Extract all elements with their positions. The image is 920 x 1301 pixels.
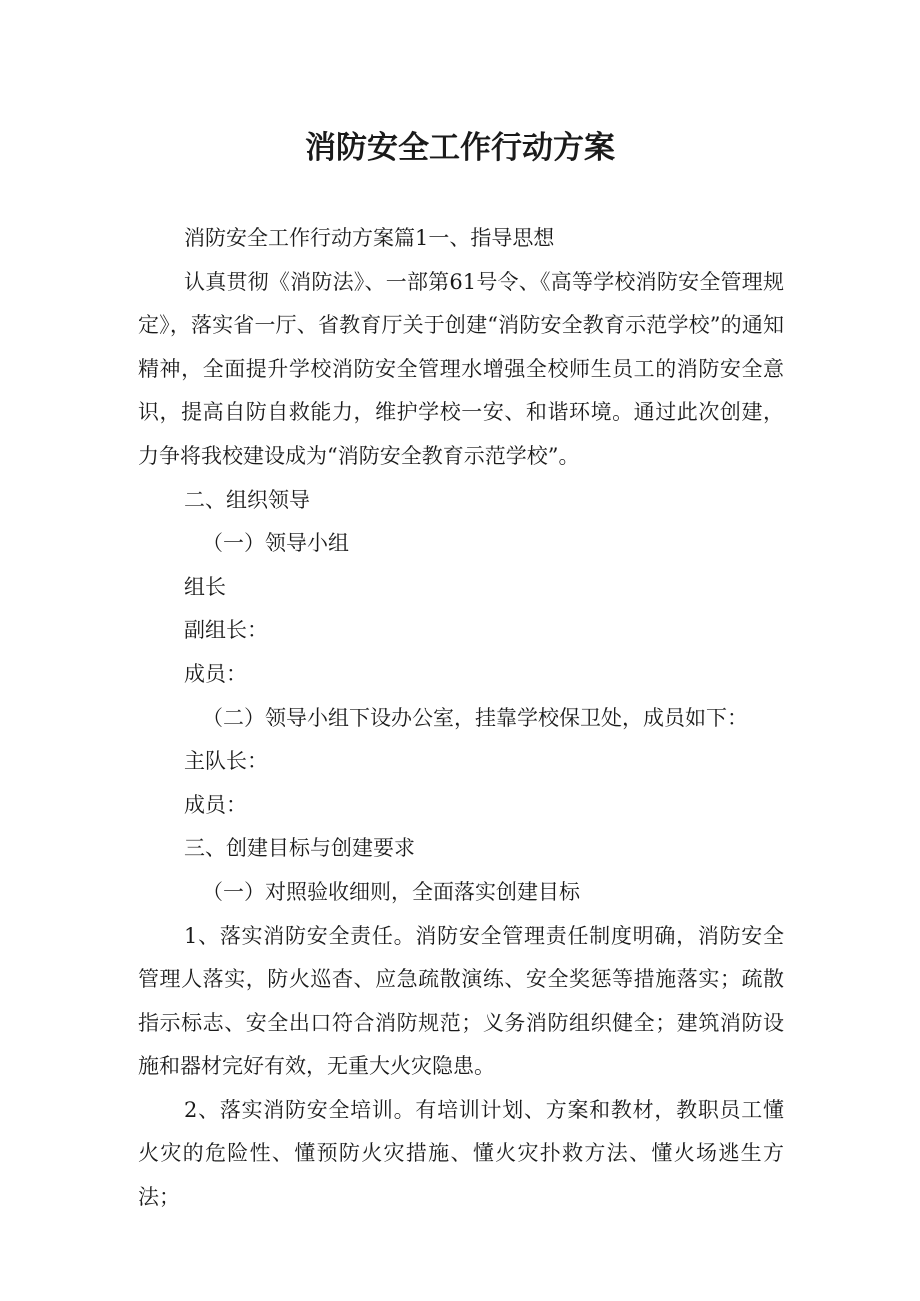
section-heading-guiding-ideology: 消防安全工作行动方案篇1一、指导思想 [184, 226, 555, 250]
paragraph-training: 2、落实消防安全培训。有培训计划、方案和教材，教职员工懂火灾的危险性、懂预防火灾措施、懂火灾扑救方法、懂火场逃生方法； [138, 1097, 784, 1210]
document-body [138, 217, 784, 1220]
field-office-members: 成员： [184, 792, 247, 817]
subheading-acceptance-rules: （一）对照验收细则，全面落实创建目标 [202, 879, 580, 904]
field-group-leader: 组长 [184, 574, 226, 599]
paragraph-responsibility: 1、落实消防安全责任。消防安全管理责任制度明确，消防安全管理人落实，防火巡杳、应急疏散演练、安全奖惩等措施落实；疏散指示标志、安全出口符合消防规范；义务消防组织健全；建筑消防设施和器材完好有效，无重大火灾隐患。 [138, 923, 784, 1079]
field-members: 成员： [184, 661, 247, 686]
subheading-office: （二）领导小组下设办公室，挂靠学校保卫处，成员如下： [202, 705, 748, 730]
document-title: 消防安全工作行动方案 [305, 130, 615, 166]
paragraph-guiding-ideology: 认真贯彻《消防法》、一部第61号令、《高等学校消防安全管理规定》，落实省一厅、省教育厅关于创建“消防安全教育示范学校”的通知精神，全面提升学校消防安全管理水增强全校师生员工的消防安全意识，提高自防自救能力，维护学校一安、和谐环境。通过此次创建，力争将我校建设成为“消防安全教育示范学校”。 [138, 269, 784, 468]
field-captain: 主队长： [184, 749, 268, 774]
section-heading-goals: 三、创建目标与创建要求 [184, 836, 415, 861]
section-heading-organization: 二、组织领导 [184, 487, 310, 512]
field-deputy-leader: 副组长： [184, 618, 268, 643]
subheading-leadership-group: （一）领导小组 [202, 531, 349, 556]
